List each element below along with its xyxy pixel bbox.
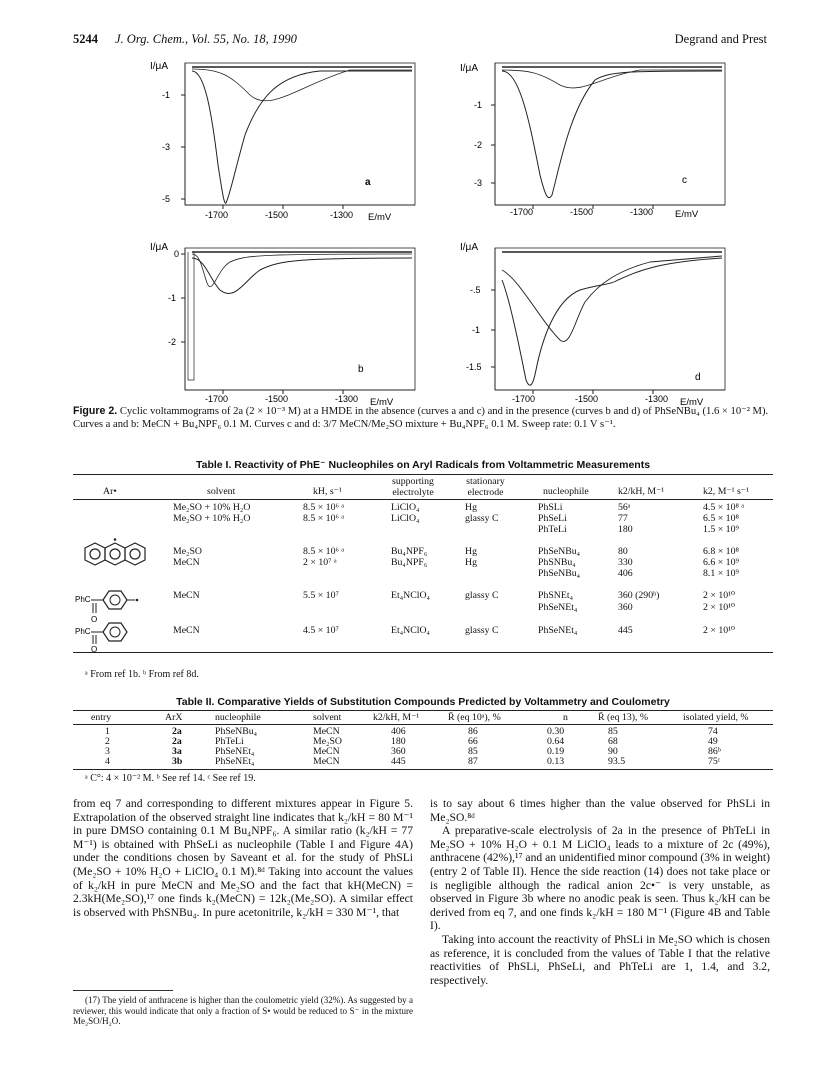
table-cell: 6.6 × 10⁹ [703,557,739,568]
left-column [73,797,413,919]
table-cell: 77 [618,513,628,524]
table-cell: 406 [618,568,633,579]
y-unit-label: I/μA [150,242,168,253]
table-cell: 406 [391,726,406,737]
table-cell: 90 [608,746,618,757]
table-cell: 4.5 × 10⁷ [303,625,339,636]
table-cell: 56ᵃ [618,502,631,513]
col-header: isolated yield, % [683,712,749,723]
table-cell: 3 [105,746,110,757]
x-tick: -1300 [330,210,354,220]
panel-c [460,63,725,220]
table-cell: 74 [708,726,718,737]
col-header: nucleophile [215,712,261,723]
col-header: ArX [165,712,183,723]
table-cell: Bu₄NPF₆ [391,546,428,557]
table-cell: 2a [172,736,182,747]
x-tick: -1700 [205,210,229,220]
panel-label: c [682,175,687,186]
table-cell: Bu₄NPF₆ [391,557,428,568]
table-cell: 2 [105,736,110,747]
col-header: k2, M⁻¹ s⁻¹ [703,486,749,497]
panel-label: a [365,177,371,188]
table-cell: PhSeNEt₄ [538,602,578,613]
col-header: solvent [313,712,342,723]
running-authors: Degrand and Prest [674,32,767,46]
table-cell: 0.30 [547,726,565,737]
table1-title: Table I. Reactivity of PhE⁻ Nucleophiles on Aryl Radicals from Voltammetric Measurements [195,459,651,471]
table-cell: 66 [468,736,478,747]
y-tick: -3 [474,178,483,188]
table-cell: 445 [618,625,633,636]
table-cell: 4.5 × 10⁸ ᵃ [703,502,745,513]
x-tick: -1500 [265,210,289,220]
table-cell: MeCN [313,746,340,757]
y-tick: -3 [162,142,171,152]
table-cell: glassy C [465,590,499,601]
table-cell: PhTeLi [215,736,244,747]
x-tick: -1700 [512,394,536,404]
page-number: 5244 [73,32,98,46]
table-cell: 360 [391,746,406,757]
x-tick: -1500 [575,394,599,404]
table-cell: PhSLi [538,502,563,513]
x-tick: -1300 [645,394,669,404]
table-cell: 8.5 × 10⁶ ᵃ [303,502,345,513]
table-cell: Et₄NClO₄ [391,625,430,636]
col-header: Ar• [103,486,117,497]
table-cell: 8.1 × 10⁹ [703,568,739,579]
y-tick: -1 [472,325,481,335]
table-cell: PhSeNEt₄ [215,746,255,757]
table2-footnote: ᵃ C°: 4 × 10⁻² M. ᵇ See ref 14. ᶜ See ref 19. [85,773,256,784]
table-cell: Hg [465,502,477,513]
footnote-17: (17) The yield of anthracene is higher than the coulometric yield (32%). As suggested by a reviewer, this would indicate that only a fraction of S• would be reduced to S⁻ in the mixture Me₂SO/H₂O. [73,995,413,1027]
paragraph: from eq 7 and corresponding to different mixtures appear in Figure 5. Extrapolation of the observed straight line indicates that k₂/kH = 80 M⁻¹ in pure DMSO containing 0.1 M Bu₄NPF₆. A similar ratio (k₂/kH = 77 M⁻¹) is obtained with PhSeLi as nucleophile (Table I and Figure 4A) under the conditions chosen by Saveant et al. for the study of PhSLi (Me₂SO + 10% H₂O + LiClO₄ 0.1 M).⁸ᵈ Taking into account the values of k₂/kH in pure MeCN and Me₂SO and the fact that kH(MeCN) = 2.3kH(Me₂SO),¹⁷ one finds k₂(MeCN) = 12k₂(Me₂SO). A similar effect is observed with PhSNBu₄. In pure acetonitrile, k₂/kH = 330 M⁻¹, that [73,797,413,919]
table-row [73,625,773,637]
table-cell: PhSeNEt₄ [215,756,255,767]
table-cell: PhSeNEt₄ [538,625,578,636]
col-header: kH, s⁻¹ [313,486,342,497]
table-cell: 85 [608,726,618,737]
col-header: solvent [207,486,236,497]
table-cell: glassy C [465,625,499,636]
table-cell: 0.64 [547,736,565,747]
col-header: supporting electrolyte [392,476,434,498]
table-cell: 2 × 10¹⁰ [703,602,735,613]
figure-caption-text: Cyclic voltammograms of 2a (2 × 10⁻³ M) at a HMDE in the absence (curves a and c) and in the presence (curves b and d) of PhSeNBu₄ (1.6 × 10⁻² M). Curves a and b: MeCN + Bu₄NPF₆ 0.1 M. Curves c and d: 3/7 MeCN/Me₂SO mixture + Bu₄NPF₆ 0.1 M. Sweep rate: 0.1 V s⁻¹. [73,406,769,430]
table-cell: 3a [172,746,182,757]
table-cell: 330 [618,557,633,568]
table-cell: Et₄NClO₄ [391,590,430,601]
table-cell: 1 [105,726,110,737]
x-unit-label: E/mV [370,397,394,405]
y-tick: -1 [474,100,483,110]
table-cell: 2 × 10¹⁰ [703,590,735,601]
table-cell: MeCN [173,557,200,568]
table-cell: 85 [468,746,478,757]
table-cell: 180 [391,736,406,747]
table-cell: PhSeNBu₄ [215,726,258,737]
structure-oxygen: O [91,645,98,652]
table-cell: 86 [468,726,478,737]
table-cell: 445 [391,756,406,767]
col-header: nucleophile [543,486,589,497]
table-cell: MeCN [313,756,340,767]
table-cell: 8.5 × 10⁶ ᵃ [303,546,345,557]
x-tick: -1700 [510,207,534,217]
table-cell: 0.19 [547,746,565,757]
table-cell: Hg [465,546,477,557]
paragraph: A preparative-scale electrolysis of 2a in the presence of PhTeLi in Me₂SO + 10% H₂O + 0.1 M LiClO₄ leads to a mixture of 2c (49%), anthracene (42%),¹⁷ and an unidentified minor compound (3% in weight) (entry 2 of Table II). Hence the side reaction (14) does not take place or is negligible although the radical anion 2c•⁻ is very unstable, as observed in Figure 3b where no anodic peak is seen. Thus k₂/kH can be derived from eq 7, and one finds k₂/kH = 180 M⁻¹ (Figure 4B and Table I). [430,824,770,933]
table-cell: Me₂SO + 10% H₂O [173,502,251,513]
table-cell: Me₂SO [173,546,202,557]
table-cell: 49 [708,736,718,747]
x-unit-label: E/mV [368,212,392,223]
paragraph: is to say about 6 times higher than the value observed for PhSLi in Me₂SO.⁸ᵈ [430,797,770,824]
table-cell: Hg [465,557,477,568]
table-cell: 93.5 [608,756,626,767]
table1-header [73,476,773,498]
table-cell: PhSeLi [538,513,567,524]
x-tick: -1300 [335,394,359,404]
panel-d [460,242,725,405]
journal-citation: J. Org. Chem., Vol. 55, No. 18, 1990 [115,32,297,46]
col-header: R̄ (eq 10ᵃ), % [448,712,501,723]
table-cell: 2 × 10⁷ ᵃ [303,557,337,568]
table-row [73,756,773,767]
table-cell: 80 [618,546,628,557]
table-cell: PhSNEt₄ [538,590,573,601]
panel-label: b [358,364,364,375]
table-cell: glassy C [465,513,499,524]
table-cell: 1.5 × 10⁹ [703,524,739,535]
panel-a [150,61,415,223]
table-cell: LiClO₄ [391,502,420,513]
y-tick: -1 [168,293,177,303]
y-tick: -.5 [470,285,481,295]
table-cell: 180 [618,524,633,535]
col-header: entry [91,712,112,723]
y-tick: -5 [162,194,171,204]
y-tick: -1.5 [466,362,482,372]
table-row [73,524,773,536]
x-tick: -1500 [570,207,594,217]
table-cell: 2a [172,726,182,737]
figure-label: Figure 2. [73,405,118,417]
table-cell: LiClO₄ [391,513,420,524]
table-cell: PhSeNBu₄ [538,546,581,557]
col-header: n [563,712,568,723]
table-row [73,590,773,602]
y-tick: -2 [474,140,483,150]
table-cell: MeCN [173,590,200,601]
col-header: stationary electrode [466,476,505,498]
table-cell: Me₂SO + 10% H₂O [173,513,251,524]
table-cell: 6.8 × 10⁸ [703,546,739,557]
table2-title: Table II. Comparative Yields of Substitution Compounds Predicted by Voltammetry and Coulometry [176,696,670,708]
y-tick: 0 [174,249,180,259]
table1-footnote: ᵃ From ref 1b. ᵇ From ref 8d. [85,669,199,680]
structure-oxygen: O [91,615,98,624]
x-unit-label: E/mV [675,209,699,220]
y-unit-label: I/μA [460,63,478,74]
table-cell: 3b [172,756,183,767]
table-cell: PhSeNBu₄ [538,568,581,579]
table-cell: MeCN [173,625,200,636]
table-cell: 86ᵇ [708,746,721,757]
figure-2 [150,55,770,405]
y-unit-label: I/μA [150,61,168,72]
table-cell: 75ᶜ [708,756,721,767]
table-cell: PhSNBu₄ [538,557,576,568]
table-cell: MeCN [313,726,340,737]
table-cell: PhTeLi [538,524,567,535]
table-cell: 6.5 × 10⁸ [703,513,739,524]
structure-label: PhC [75,595,91,604]
table-cell: 360 [618,602,633,613]
x-tick: -1500 [265,394,289,404]
table-cell: 87 [468,756,478,767]
col-header: k2/kH, M⁻¹ [618,486,665,497]
panel-label: d [695,372,701,383]
table-cell: 360 (290ᵇ) [618,590,660,601]
y-unit-label: I/μA [460,242,478,253]
table-cell: 5.5 × 10⁷ [303,590,339,601]
y-tick: -1 [162,90,171,100]
y-tick: -2 [168,337,177,347]
table-cell: 8.5 × 10⁶ ᵃ [303,513,345,524]
paragraph: Taking into account the reactivity of PhSLi in Me₂SO which is chosen as reference, it is concluded from the values of Table I that the relative reactivities of PhSLi, PhSeLi, and PhTeLi are 1, 1.4, and 3.2, respectively. [430,932,770,987]
table-cell: 4 [105,756,110,767]
col-header: R̄ (eq 13), % [598,712,649,723]
x-unit-label: E/mV [680,397,704,405]
table-cell: 0.13 [547,756,565,767]
right-column [430,797,770,987]
x-tick: -1300 [630,207,654,217]
table-cell: 2 × 10¹⁰ [703,625,735,636]
structure-label: PhC [75,627,91,636]
table-cell: Me₂SO [313,736,342,747]
figure-caption [73,405,773,431]
table-cell: 68 [608,736,618,747]
table-row [73,568,773,580]
panel-b [150,242,415,405]
table-row [73,602,773,614]
x-tick: -1700 [205,394,229,404]
col-header: k2/kH, M⁻¹ [373,712,420,723]
